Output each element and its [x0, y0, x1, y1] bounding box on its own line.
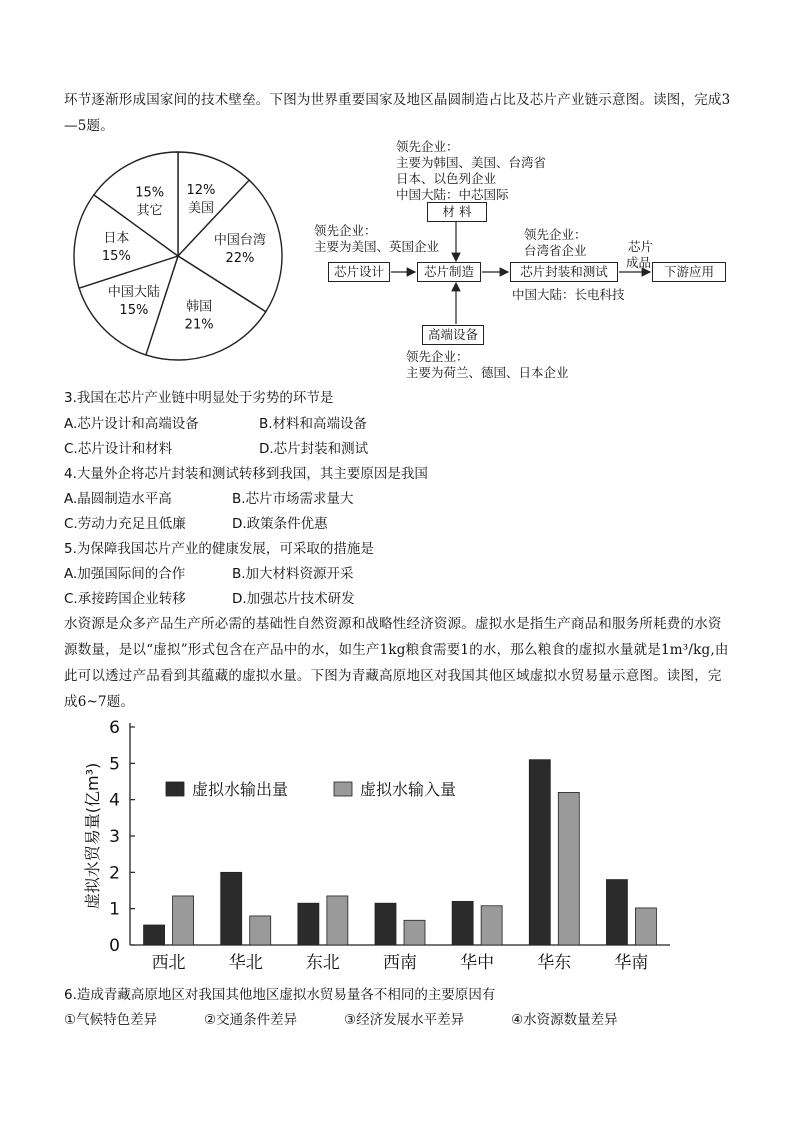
question-3: 3.我国在芯片产业链中明显处于劣势的环节是 [64, 390, 334, 406]
bar-output-2 [298, 903, 319, 945]
manufacture-box: 芯片制造 [417, 262, 481, 282]
material-box: 材 料 [427, 202, 487, 222]
pie-label-name: 12% [186, 182, 216, 198]
packaging-note [524, 227, 587, 259]
q5-option-d[interactable]: D.加强芯片技术研发 [232, 591, 355, 607]
x-category-label: 西北 [151, 953, 186, 973]
legend-swatch-1 [334, 782, 352, 796]
q3-option-a[interactable]: A.芯片设计和高端设备 [64, 416, 199, 432]
y-axis-title [83, 763, 102, 910]
q3-option-c[interactable]: C.芯片设计和材料 [64, 441, 173, 457]
design-box: 芯片设计 [328, 262, 390, 282]
wafer-pie-chart [70, 140, 290, 370]
pie-label-name: 韩国 [186, 299, 213, 315]
note-line: 主要为美国、英国企业 [314, 239, 440, 254]
note-line: 领先企业： [406, 349, 469, 364]
q5-option-b[interactable]: B.加大材料资源开采 [232, 566, 354, 582]
bar-input-1 [250, 916, 271, 945]
note-line: 芯片 [628, 239, 654, 254]
bar-output-4 [452, 901, 473, 945]
bar-input-3 [404, 920, 425, 945]
x-category-label: 西南 [383, 953, 417, 973]
q6-option-4: ④水资源数量差异 [511, 1012, 618, 1028]
note-line: 中国大陆：中芯国际 [396, 187, 509, 202]
bar-input-6 [635, 908, 656, 945]
y-tick-label: 2 [109, 863, 120, 884]
y-axis-label: 虚拟水贸易量(亿m³) [83, 762, 102, 910]
question-4: 4.大量外企将芯片封装和测试转移到我国，其主要原因是我国 [64, 466, 428, 482]
design-note [314, 223, 439, 255]
bar-output-1 [221, 872, 242, 945]
x-category-label: 东北 [305, 953, 340, 973]
pie-label-pct: 其它 [136, 203, 163, 219]
q6-option-1: ①气候特色差异 [64, 1012, 158, 1028]
x-category-label: 华中 [460, 953, 495, 973]
q4-option-a[interactable]: A.晶圆制造水平高 [64, 491, 172, 507]
legend-label-0: 虚拟水输出量 [192, 780, 289, 799]
q6-option-3: ③经济发展水平差异 [344, 1012, 465, 1028]
note-line: 成品 [626, 255, 652, 270]
packaging-box: 芯片封装和测试 [510, 262, 618, 282]
note-line: 日本、以色列企业 [396, 171, 497, 186]
legend-swatch-0 [166, 782, 184, 796]
pie-label-pct: 15% [119, 303, 149, 319]
pie-label-pct: 21% [184, 317, 214, 333]
intro-paragraph-1: 环节逐渐形成国家间的技术壁垒。下图为世界重要国家及地区晶圆制造占比及芯片产业链示意图。读图，完成3—5题。 [64, 92, 731, 134]
q4-option-d[interactable]: D.政策条件优惠 [232, 516, 328, 532]
y-tick-label: 6 [109, 718, 120, 738]
bar-input-4 [481, 906, 502, 945]
intro-paragraph-2: 水资源是众多产品生产所必需的基础性自然资源和战略性经济资源。虚拟水是指生产商品和服务所耗费的水资源数量，是以“虚拟”形式包含在产品中的水，如生产1kg粮食需要1的水，那么粮食的虚拟水量就是1m³/kg,由此可以透过产品看到其蕴藏的虚拟水量。下图为青藏高原地区对我国其他区域虚拟水贸易量示意图。读图，完成6~7题。 [64, 616, 729, 710]
y-tick-label: 1 [109, 899, 120, 920]
pie-label-pct: 15% [101, 249, 131, 265]
note-line: 领先企业： [396, 139, 459, 154]
question-5: 5.为保障我国芯片产业的健康发展，可采取的措施是 [64, 541, 374, 557]
bar-input-5 [558, 792, 579, 945]
bar-output-0 [144, 925, 165, 945]
bar-output-3 [375, 903, 396, 945]
legend-label-1: 虚拟水输入量 [360, 780, 457, 799]
pie-label-pct: 22% [225, 251, 255, 267]
bar-output-6 [606, 880, 627, 945]
chip-chain-diagram [300, 135, 730, 385]
y-tick-label: 0 [109, 936, 120, 956]
q3-option-d[interactable]: D.芯片封装和测试 [259, 441, 369, 457]
product-note [626, 239, 653, 271]
note-line: 主要为韩国、美国、台湾省 [396, 155, 547, 170]
y-tick-label: 5 [109, 754, 120, 775]
bar-input-2 [327, 896, 348, 945]
y-tick-label: 3 [109, 827, 120, 847]
material-note [396, 139, 546, 203]
equipment-box: 高端设备 [422, 325, 484, 345]
note-line: 领先企业： [314, 223, 377, 238]
pie-label-pct: 美国 [187, 200, 214, 216]
virtual-water-bar-chart [78, 712, 688, 974]
x-category-label: 华北 [228, 953, 263, 973]
q4-option-c[interactable]: C.劳动力充足且低廉 [64, 516, 186, 532]
x-category-label: 华南 [614, 953, 649, 973]
pie-label-name: 中国台湾 [213, 233, 266, 249]
bar-output-5 [529, 760, 550, 945]
note-line: 领先企业： [524, 227, 587, 242]
q4-option-b[interactable]: B.芯片市场需求量大 [232, 491, 354, 507]
pie-label-name: 中国大陆 [107, 285, 160, 301]
q5-option-c[interactable]: C.承接跨国企业转移 [64, 591, 186, 607]
note-line: 台湾省企业 [524, 243, 587, 258]
equipment-note [406, 349, 569, 381]
pie-label-name: 日本 [103, 231, 130, 247]
pie-label-name: 15% [135, 185, 165, 201]
x-category-label: 华东 [537, 953, 572, 973]
y-tick-label: 4 [109, 790, 120, 811]
q5-option-a[interactable]: A.加强国际间的合作 [64, 566, 186, 582]
note-line: 主要为荷兰、德国、日本企业 [406, 365, 569, 380]
packaging-china-note: 中国大陆：长电科技 [512, 287, 625, 302]
downstream-box: 下游应用 [652, 262, 726, 282]
question-6: 6.造成青藏高原地区对我国其他地区虚拟水贸易量各不相同的主要原因有 [64, 987, 496, 1003]
q3-option-b[interactable]: B.材料和高端设备 [259, 416, 368, 432]
bar-input-0 [173, 896, 194, 945]
q6-option-2: ②交通条件差异 [204, 1012, 298, 1028]
